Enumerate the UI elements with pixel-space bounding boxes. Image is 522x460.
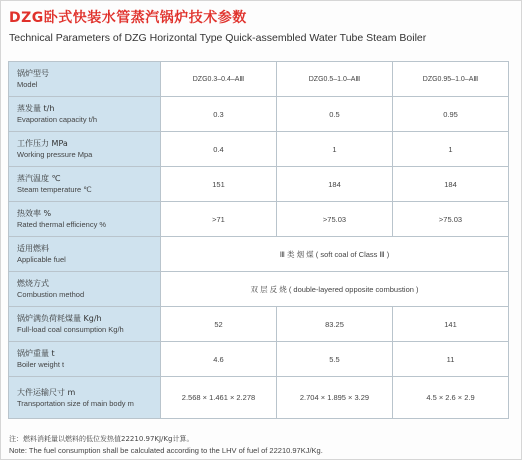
label-cn: 蒸汽温度 ℃ [17,174,61,183]
label-cell [9,307,161,342]
table-header-row [9,62,509,97]
table-row [9,97,509,132]
table-row-combustion [9,272,509,307]
label-en: Combustion method [17,290,85,299]
label-cell [9,97,161,132]
label-cn: 工作压力 MPa [17,139,68,148]
model-header: DZG0.95–1.0–AⅢ [393,62,509,97]
spec-table [8,61,509,419]
value-cell: 2.568 × 1.461 × 2.278 [161,377,277,419]
label-cn: 燃烧方式 [17,279,49,288]
table-row [9,307,509,342]
value-cell: 0.5 [277,97,393,132]
table-row [9,132,509,167]
value-cell: 4.5 × 2.6 × 2.9 [393,377,509,419]
value-cell: >75.03 [277,202,393,237]
label-en: Rated thermal efficiency % [17,220,107,229]
value-cell: 184 [277,167,393,202]
table-row [9,342,509,377]
value-cell: >75.03 [393,202,509,237]
value-cell: 1 [393,132,509,167]
label-cell [9,167,161,202]
value-cell: 5.5 [277,342,393,377]
label-cell [9,62,161,97]
label-cn: 蒸发量 t/h [17,104,55,113]
value-cell: 11 [393,342,509,377]
title-chinese: DZG卧式快装水管蒸汽锅炉技术参数 [9,10,247,26]
label-cell [9,237,161,272]
value-cell: 0.3 [161,97,277,132]
merged-value-cell: 双 层 反 烧 ( double-layered opposite combustion ) [161,272,509,307]
note-english: Note: The fuel consumption shall be calculated according to the LHV of fuel of 22210.97KJ/Kg. [9,446,323,455]
title-english: Technical Parameters of DZG Horizontal Type Quick-assembled Water Tube Steam Boiler [9,32,427,44]
label-cell [9,272,161,307]
model-header: DZG0.5–1.0–AⅢ [277,62,393,97]
label-en: Applicable fuel [17,255,66,264]
table-row-fuel [9,237,509,272]
value-cell: 141 [393,307,509,342]
label-cn: 热效率 % [17,209,52,218]
table-row [9,167,509,202]
label-en: Steam temperature ℃ [17,185,92,194]
model-header: DZG0.3–0.4–AⅢ [161,62,277,97]
label-cn: 锅炉满负荷耗煤量 Kg/h [17,314,102,323]
note-chinese: 注：燃料消耗量以燃料的低位发热值22210.97KJ/Kg计算。 [9,435,194,443]
label-cell [9,342,161,377]
value-cell: 1 [277,132,393,167]
value-cell: 151 [161,167,277,202]
label-cn: 大件运输尺寸 m [17,387,76,397]
label-cn: 锅炉重量 t [17,349,55,358]
label-cell [9,132,161,167]
value-cell: 4.6 [161,342,277,377]
table-row [9,377,509,419]
label-cell [9,202,161,237]
value-cell: 2.704 × 1.895 × 3.29 [277,377,393,419]
value-cell: 0.95 [393,97,509,132]
label-en: Model [17,80,38,89]
label-en: Full-load coal consumption Kg/h [17,325,124,334]
label-en: Boiler weight t [17,360,65,369]
label-en: Working pressure Mpa [17,150,93,159]
label-en: Transportation size of main body m [17,398,134,408]
label-cell [9,377,161,419]
label-en: Evaporation capacity t/h [17,115,98,124]
value-cell: 0.4 [161,132,277,167]
label-cn: 锅炉型号 [17,69,49,78]
merged-value-cell: Ⅲ 类 烟 煤 ( soft coal of Class Ⅲ ) [161,237,509,272]
value-cell: >71 [161,202,277,237]
value-cell: 83.25 [277,307,393,342]
value-cell: 52 [161,307,277,342]
label-cn: 适用燃料 [17,244,49,253]
table-row [9,202,509,237]
footnotes [9,433,323,457]
value-cell: 184 [393,167,509,202]
